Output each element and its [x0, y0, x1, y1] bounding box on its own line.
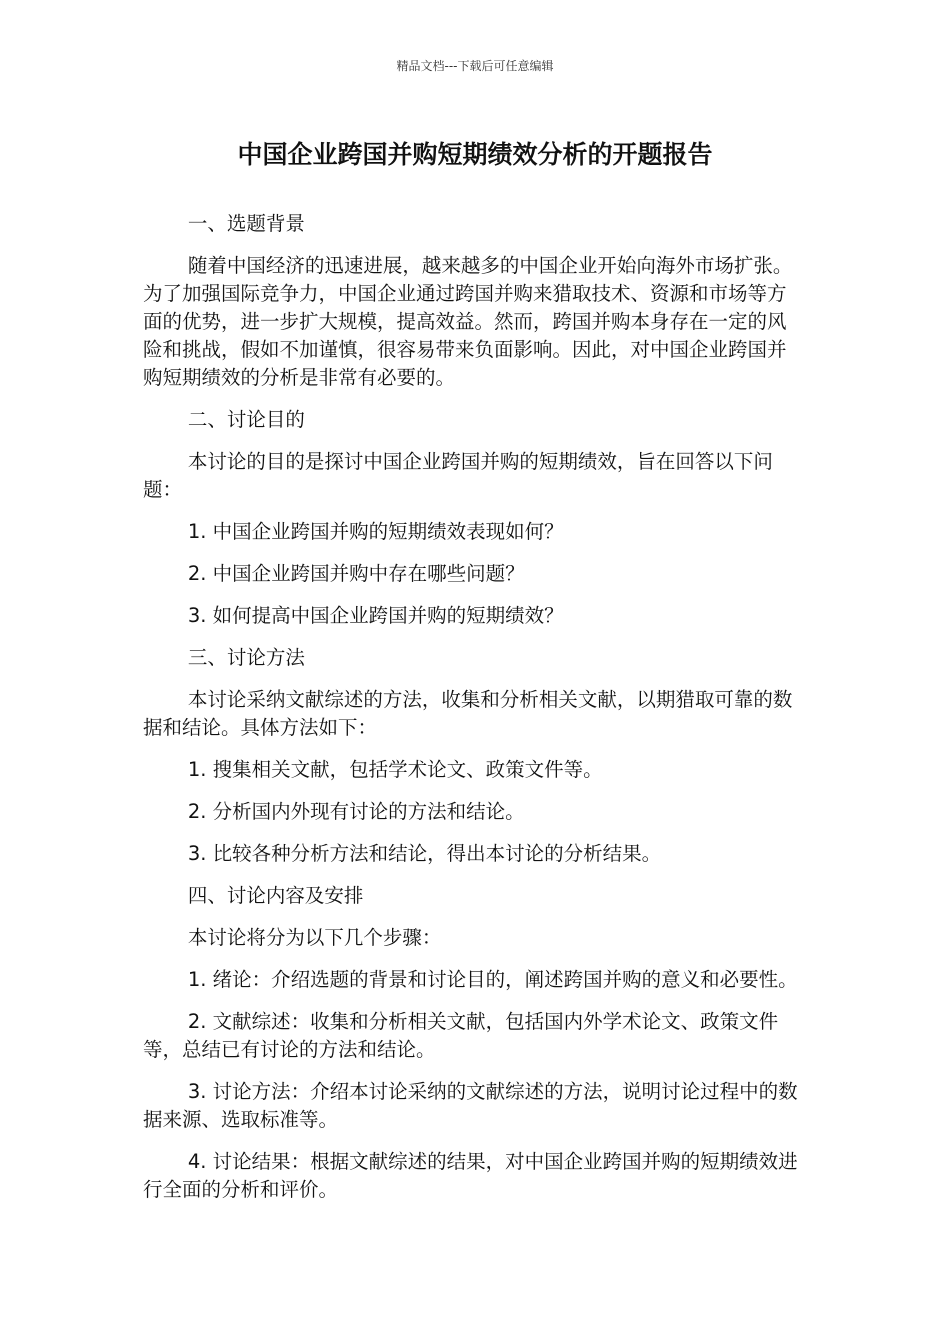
list-item: 4. 讨论结果：根据文献综述的结果，对中国企业跨国并购的短期绩效进行全面的分析和评价。	[143, 1150, 798, 1201]
paragraph-content: 本讨论将分为以下几个步骤：	[187, 926, 442, 949]
document-title: 中国企业跨国并购短期绩效分析的开题报告	[237, 140, 713, 169]
list-item: 3. 讨论方法：介绍本讨论采纳的文献综述的方法，说明讨论过程中的数据来源、选取标准等。	[143, 1080, 798, 1131]
list-item: 2. 文献综述：收集和分析相关文献，包括国内外学术论文、政策文件等，总结已有讨论的方法和结论。	[143, 1010, 779, 1061]
list-item: 1. 搜集相关文献，包括学术论文、政策文件等。	[187, 758, 603, 781]
paragraph-background: 随着中国经济的迅速进展，越来越多的中国企业开始向海外市场扩张。为了加强国际竞争力，中国企业通过跨国并购来猎取技术、资源和市场等方面的优势，进一步扩大规模，提高效益。然而，跨国并购本身存在一定的风险和挑战，假如不加谨慎，很容易带来负面影响。因此，对中国企业跨国并购短期绩效的分析是非常有必要的。	[143, 254, 793, 389]
section-heading-background: 一、选题背景	[187, 212, 305, 235]
list-item: 2. 分析国内外现有讨论的方法和结论。	[187, 800, 525, 823]
list-item: 1. 中国企业跨国并购的短期绩效表现如何？	[187, 520, 564, 543]
document-body	[143, 210, 803, 1218]
list-item: 2. 中国企业跨国并购中存在哪些问题？	[187, 562, 525, 585]
section-heading-content: 四、讨论内容及安排	[187, 884, 364, 907]
section-heading-method: 三、讨论方法	[187, 646, 305, 669]
list-item: 3. 如何提高中国企业跨国并购的短期绩效？	[187, 604, 564, 627]
paragraph-method: 本讨论采纳文献综述的方法，收集和分析相关文献，以期猎取可靠的数据和结论。具体方法如下：	[143, 688, 793, 739]
list-item: 3. 比较各种分析方法和结论，得出本讨论的分析结果。	[187, 842, 662, 865]
section-heading-purpose: 二、讨论目的	[187, 408, 305, 431]
paragraph-purpose: 本讨论的目的是探讨中国企业跨国并购的短期绩效，旨在回答以下问题：	[143, 450, 773, 501]
header-note: 精品文档---下载后可任意编辑	[396, 59, 554, 73]
list-item: 1. 绪论：介绍选题的背景和讨论目的，阐述跨国并购的意义和必要性。	[187, 968, 798, 991]
